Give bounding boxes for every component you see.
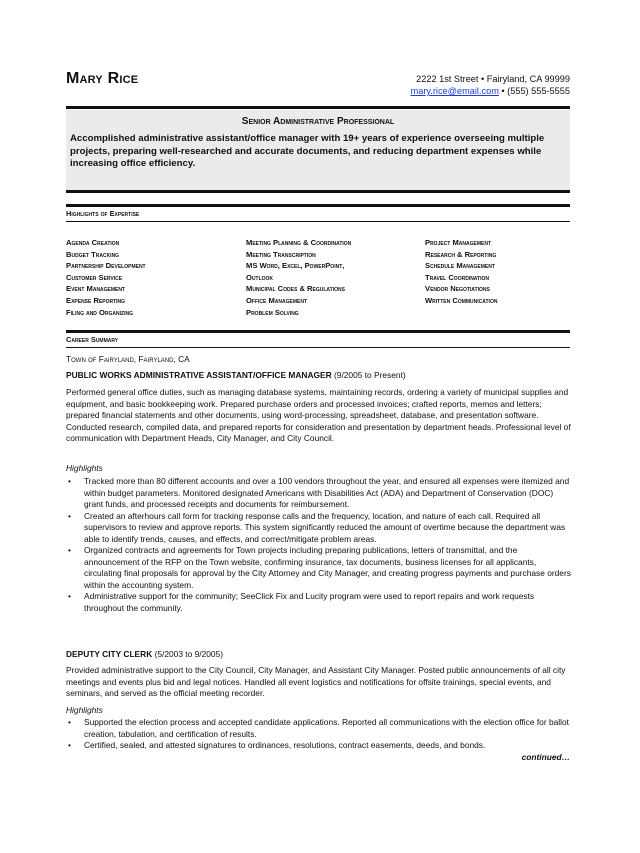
headline: Senior Administrative Professional bbox=[241, 116, 395, 127]
skill-item: Customer Service bbox=[66, 272, 123, 282]
highlights-list-2 bbox=[66, 717, 572, 752]
skill-item: Problem Solving bbox=[246, 307, 299, 317]
skill-item: Filing and Organizing bbox=[66, 307, 133, 317]
career-title-rule bbox=[66, 347, 570, 348]
skill-item: Agenda Creation bbox=[66, 238, 120, 247]
contact-block bbox=[411, 73, 570, 97]
job-title-text: PUBLIC WORKS ADMINISTRATIVE ASSISTANT/OFFICE MANAGER bbox=[66, 370, 332, 380]
summary-bottom-rule bbox=[66, 190, 570, 193]
address: 2222 1st Street • Fairyland, CA 99999 bbox=[416, 74, 570, 84]
email-phone-line bbox=[411, 85, 570, 97]
highlight-item: • Organized contracts and agreements for Town projects including preparing publications, letters of transmittal, and the announcement of the RFP on the Town website, confirming insurance, tax documents, business licenses for all applicants, circulating final proposals for approval by the City Attorney and City Manager, and creating progress payments and purchase orders within the accounting system. bbox=[66, 545, 572, 591]
skill-item: Meeting Planning & Coordination bbox=[246, 238, 352, 247]
employer: Town of Fairyland, Fairyland, CA bbox=[66, 354, 190, 364]
skill-item: Vendor Negotiations bbox=[425, 284, 490, 294]
job-description-2: Provided administrative support to the City Council, City Manager, and Assistant City Manager. Posted public announcements of all city meetings and events plus bid and legal notices. Handled all event logistics and notifications for offsite trainings, special events, and seminars, and served as the official meeting recorder. bbox=[66, 665, 566, 698]
highlight-item: • Created an afterhours call form for tracking response calls and the frequency, location, and nature of each call. Required all supervisors to review and approve reports. This system significantly reduced the amount of overtime because the department was able to identify trends, causes, and effects, and correct/mitigate problem areas. bbox=[66, 511, 572, 546]
skills-column-3 bbox=[425, 237, 497, 307]
skill-item: Event Management bbox=[66, 284, 126, 294]
skill-item: Expense Reporting bbox=[66, 295, 126, 305]
summary-text: Accomplished administrative assistant/office manager with 19+ years of experience overseeing multiple projects, preparing well-researched and accurate documents, and reducing department expenses while increasing office efficiency. bbox=[70, 133, 545, 169]
skills-column-1 bbox=[66, 237, 146, 318]
highlight-item: • Supported the election process and accepted candidate applications. Reported all communications with the election office for ballot creation, tabulation, and certification of results. bbox=[66, 717, 572, 740]
highlight-item: • Tracked more than 80 different accounts and over a 100 vendors throughout the year, and ensured all expenses were itemized and within budget parameters. Monitored designated Americans with Disabilities Act (ADA) and Department of Conservation (DOC) grant funds, and processed receipts and documents for reimbursement. bbox=[66, 476, 572, 511]
skill-item: Project Management bbox=[425, 238, 492, 247]
skill-item: Schedule Management bbox=[425, 261, 495, 271]
job-title-text: DEPUTY CITY CLERK bbox=[66, 649, 153, 659]
skill-item: Travel Coordination bbox=[425, 272, 489, 282]
skill-item: Written Communication bbox=[425, 295, 498, 305]
candidate-name: Mary Rice bbox=[66, 70, 139, 87]
skill-item: MS Word, Excel, PowerPoint, bbox=[246, 261, 345, 271]
job-dates: (5/2003 to 9/2005) bbox=[154, 649, 224, 659]
job-title-2 bbox=[66, 649, 223, 659]
continued-note: continued… bbox=[521, 752, 570, 762]
highlight-item: • Certified, sealed, and attested signatures to ordinances, resolutions, contract easements, deeds, and bonds. bbox=[66, 740, 572, 752]
highlights-list-1 bbox=[66, 476, 572, 614]
expertise-title: Highlights of Expertise bbox=[66, 209, 140, 218]
job-description-1: Performed general office duties, such as managing database systems, maintaining records, ordering a variety of municipal supplies and equipment, and basic bookkeeping work. Prepared purchase orders and processed invoices; crafted reports, memos and letters; prepared financial statements and other documents, using word-processing, spreadsheet, database, and presentation software. Conducted research, compiled data, and prepared reports for consideration and presentation by department heads. Professional level of communication with Department Heads, City Manager, and City Council. bbox=[66, 387, 571, 443]
job-title-1 bbox=[66, 370, 406, 380]
email-link[interactable]: mary.rice@email.com bbox=[410, 86, 499, 96]
skill-item: Municipal Codes & Regulations bbox=[246, 284, 345, 294]
highlights-label-2: Highlights bbox=[66, 705, 103, 715]
header-rule bbox=[66, 106, 570, 109]
career-top-rule bbox=[66, 330, 570, 333]
summary-box bbox=[66, 110, 570, 190]
skill-item: Research & Reporting bbox=[425, 249, 497, 259]
phone: • (555) 555-5555 bbox=[498, 86, 570, 96]
highlights-label-1: Highlights bbox=[66, 463, 103, 473]
skill-item: Outlook bbox=[246, 272, 274, 282]
skill-item: Meeting Transcription bbox=[246, 249, 316, 259]
skill-item: Partnership Development bbox=[66, 261, 146, 271]
skill-item: Budget Tracking bbox=[66, 249, 120, 259]
career-title: Career Summary bbox=[66, 335, 119, 344]
job-dates: (9/2005 to Present) bbox=[334, 370, 406, 380]
skills-column-2 bbox=[246, 237, 351, 318]
skill-item: Office Management bbox=[246, 295, 308, 305]
highlight-item: • Administrative support for the community; SeeClick Fix and Lucity program were used to report repairs and work requests throughout the community. bbox=[66, 591, 572, 614]
expertise-top-rule bbox=[66, 204, 570, 207]
expertise-title-rule bbox=[66, 221, 570, 222]
